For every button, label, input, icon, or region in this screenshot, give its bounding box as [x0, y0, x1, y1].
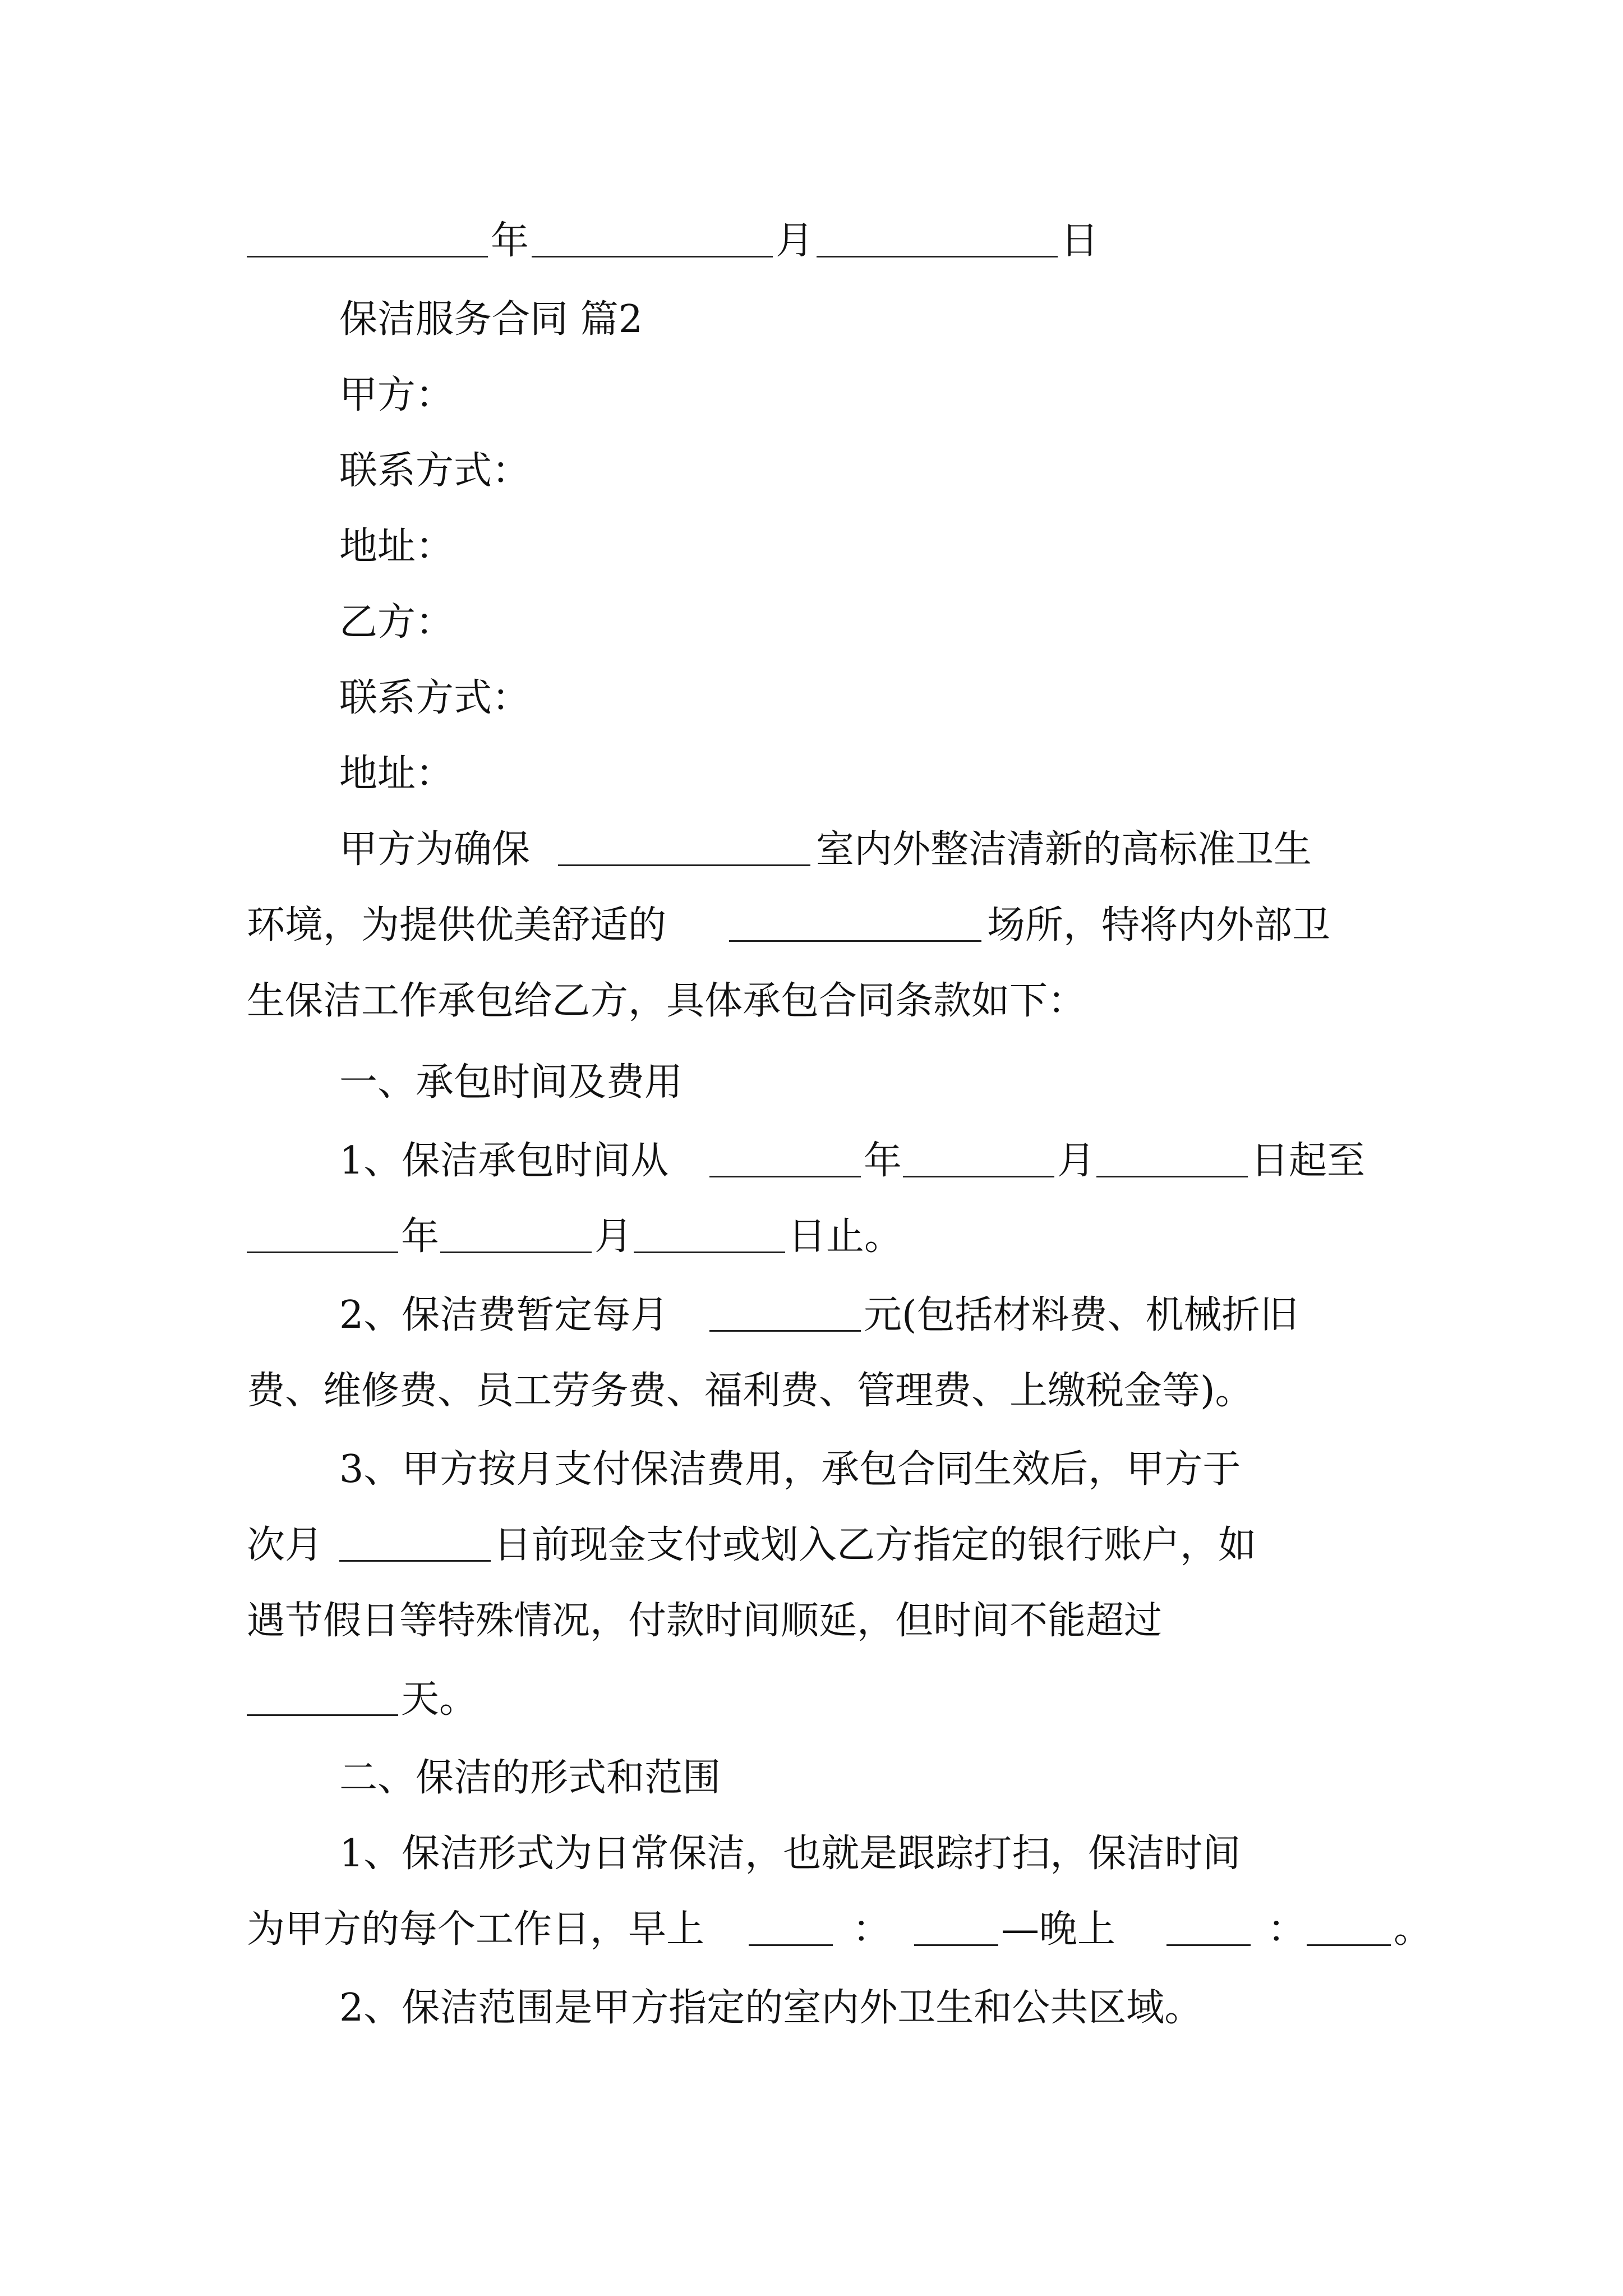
s1-item2-line-2	[0, 1363, 1623, 1419]
intro-text-1a: 甲方为确保	[339, 827, 531, 872]
blank-monthly-fee	[709, 1330, 861, 1332]
s1-item3-text-d: 遇节假日等特殊情况，付款时间顺延，但时间不能超过	[247, 1599, 1163, 1643]
s1-item1-text-a: 1、保洁承包时间从	[339, 1139, 669, 1183]
s1-item3-line-2	[0, 1517, 1623, 1573]
s2-item1-text-a: 1、保洁形式为日常保洁，也就是跟踪打扫，保洁时间	[339, 1832, 1241, 1876]
s1-item1-text-e: 年	[401, 1214, 440, 1259]
blank-end-minute	[1307, 1944, 1391, 1946]
title-text: 保洁服务合同 篇2	[339, 297, 643, 342]
s1-item1-line-2	[0, 1209, 1623, 1265]
s1-item3-line-1	[0, 1442, 1623, 1498]
date-year-label: 年	[491, 219, 529, 263]
s1-item3-line-4	[0, 1672, 1623, 1728]
section-2-heading	[0, 1750, 1623, 1806]
blank-start-day	[1096, 1176, 1248, 1177]
section-2-heading-text: 二、保洁的形式和范围	[339, 1756, 721, 1800]
s1-item3-text-b: 次月	[247, 1523, 324, 1567]
s2-item2-line-1	[0, 1980, 1623, 2036]
s2-item1-line-1	[0, 1826, 1623, 1882]
s1-item1-text-b: 年	[864, 1139, 902, 1183]
intro-line-1	[0, 822, 1623, 878]
blank-start-year	[709, 1176, 861, 1177]
s2-item2-text: 2、保洁范围是甲方指定的室内外卫生和公共区域。	[339, 1986, 1203, 2030]
intro-text-3: 生保洁工作承包给乙方，具体承包合同条款如下：	[247, 979, 1086, 1023]
intro-line-2	[0, 898, 1623, 954]
blank-end-day	[634, 1251, 785, 1253]
section-1-heading-text: 一、承包时间及费用	[339, 1060, 683, 1105]
s2-item1-text-b: 为甲方的每个工作日，早上	[247, 1907, 705, 1952]
s2-item1-text-e: ：	[1267, 1907, 1306, 1952]
s1-item3-text-a: 3、甲方按月支付保洁费用，承包合同生效后，甲方于	[339, 1447, 1241, 1492]
s1-item1-text-g: 日止。	[788, 1214, 903, 1259]
party-a-line	[0, 367, 1623, 424]
s1-item2-text-b: 元(包括材料费、机械折旧	[864, 1293, 1298, 1337]
s1-item1-text-d: 日起至	[1251, 1139, 1366, 1183]
s2-item1-text-d: —晚上	[1001, 1907, 1116, 1952]
intro-text-2a: 环境，为提供优美舒适的	[247, 903, 667, 947]
blank-day	[817, 256, 1058, 257]
s1-item3-text-c: 日前现金支付或划入乙方指定的银行账户，如	[494, 1523, 1257, 1567]
intro-text-2b: 场所，特将内外部卫	[987, 903, 1331, 947]
intro-text-1b: 室内外整洁清新的高标准卫生	[816, 827, 1312, 872]
blank-start-hour	[749, 1944, 833, 1946]
party-a-address-line	[0, 519, 1623, 575]
date-month-label: 月	[776, 219, 814, 263]
intro-line-3	[0, 973, 1623, 1029]
party-b-line	[0, 595, 1623, 651]
blank-start-month	[903, 1176, 1054, 1177]
s2-item1-line-2	[0, 1902, 1623, 1958]
blank-end-hour	[1166, 1944, 1251, 1946]
blank-end-year	[247, 1251, 398, 1253]
contract-title	[0, 292, 1623, 348]
s2-item1-text-c: ：	[852, 1907, 891, 1952]
blank-venue	[729, 940, 981, 942]
blank-pay-day	[339, 1560, 491, 1562]
party-b-contact-line	[0, 670, 1623, 726]
s1-item2-line-1	[0, 1287, 1623, 1343]
party-b-label: 乙方：	[339, 600, 454, 645]
party-b-address-line	[0, 746, 1623, 802]
date-line	[0, 213, 1623, 269]
blank-year	[247, 256, 488, 257]
section-1-heading	[0, 1055, 1623, 1111]
party-b-contact-label: 联系方式：	[339, 676, 531, 720]
blank-location	[558, 864, 810, 866]
s1-item1-line-1	[0, 1133, 1623, 1189]
blank-month	[532, 256, 773, 257]
blank-end-month	[440, 1251, 592, 1253]
party-a-address-label: 地址：	[339, 524, 454, 569]
s1-item3-text-e: 天。	[401, 1677, 478, 1722]
s1-item2-text-c: 费、维修费、员工劳务费、福利费、管理费、上缴税金等)。	[247, 1369, 1253, 1413]
s1-item1-text-c: 月	[1057, 1139, 1096, 1183]
s1-item1-text-f: 月	[594, 1214, 633, 1259]
party-a-label: 甲方：	[339, 373, 454, 417]
s1-item2-text-a: 2、保洁费暂定每月	[339, 1293, 669, 1337]
date-day-label: 日	[1061, 219, 1099, 263]
party-b-address-label: 地址：	[339, 752, 454, 796]
s1-item3-line-3	[0, 1593, 1623, 1649]
blank-start-minute	[914, 1944, 998, 1946]
party-a-contact-line	[0, 443, 1623, 499]
blank-delay-days	[247, 1714, 398, 1716]
s2-item1-text-f: 。	[1394, 1907, 1432, 1952]
party-a-contact-label: 联系方式：	[339, 449, 531, 493]
